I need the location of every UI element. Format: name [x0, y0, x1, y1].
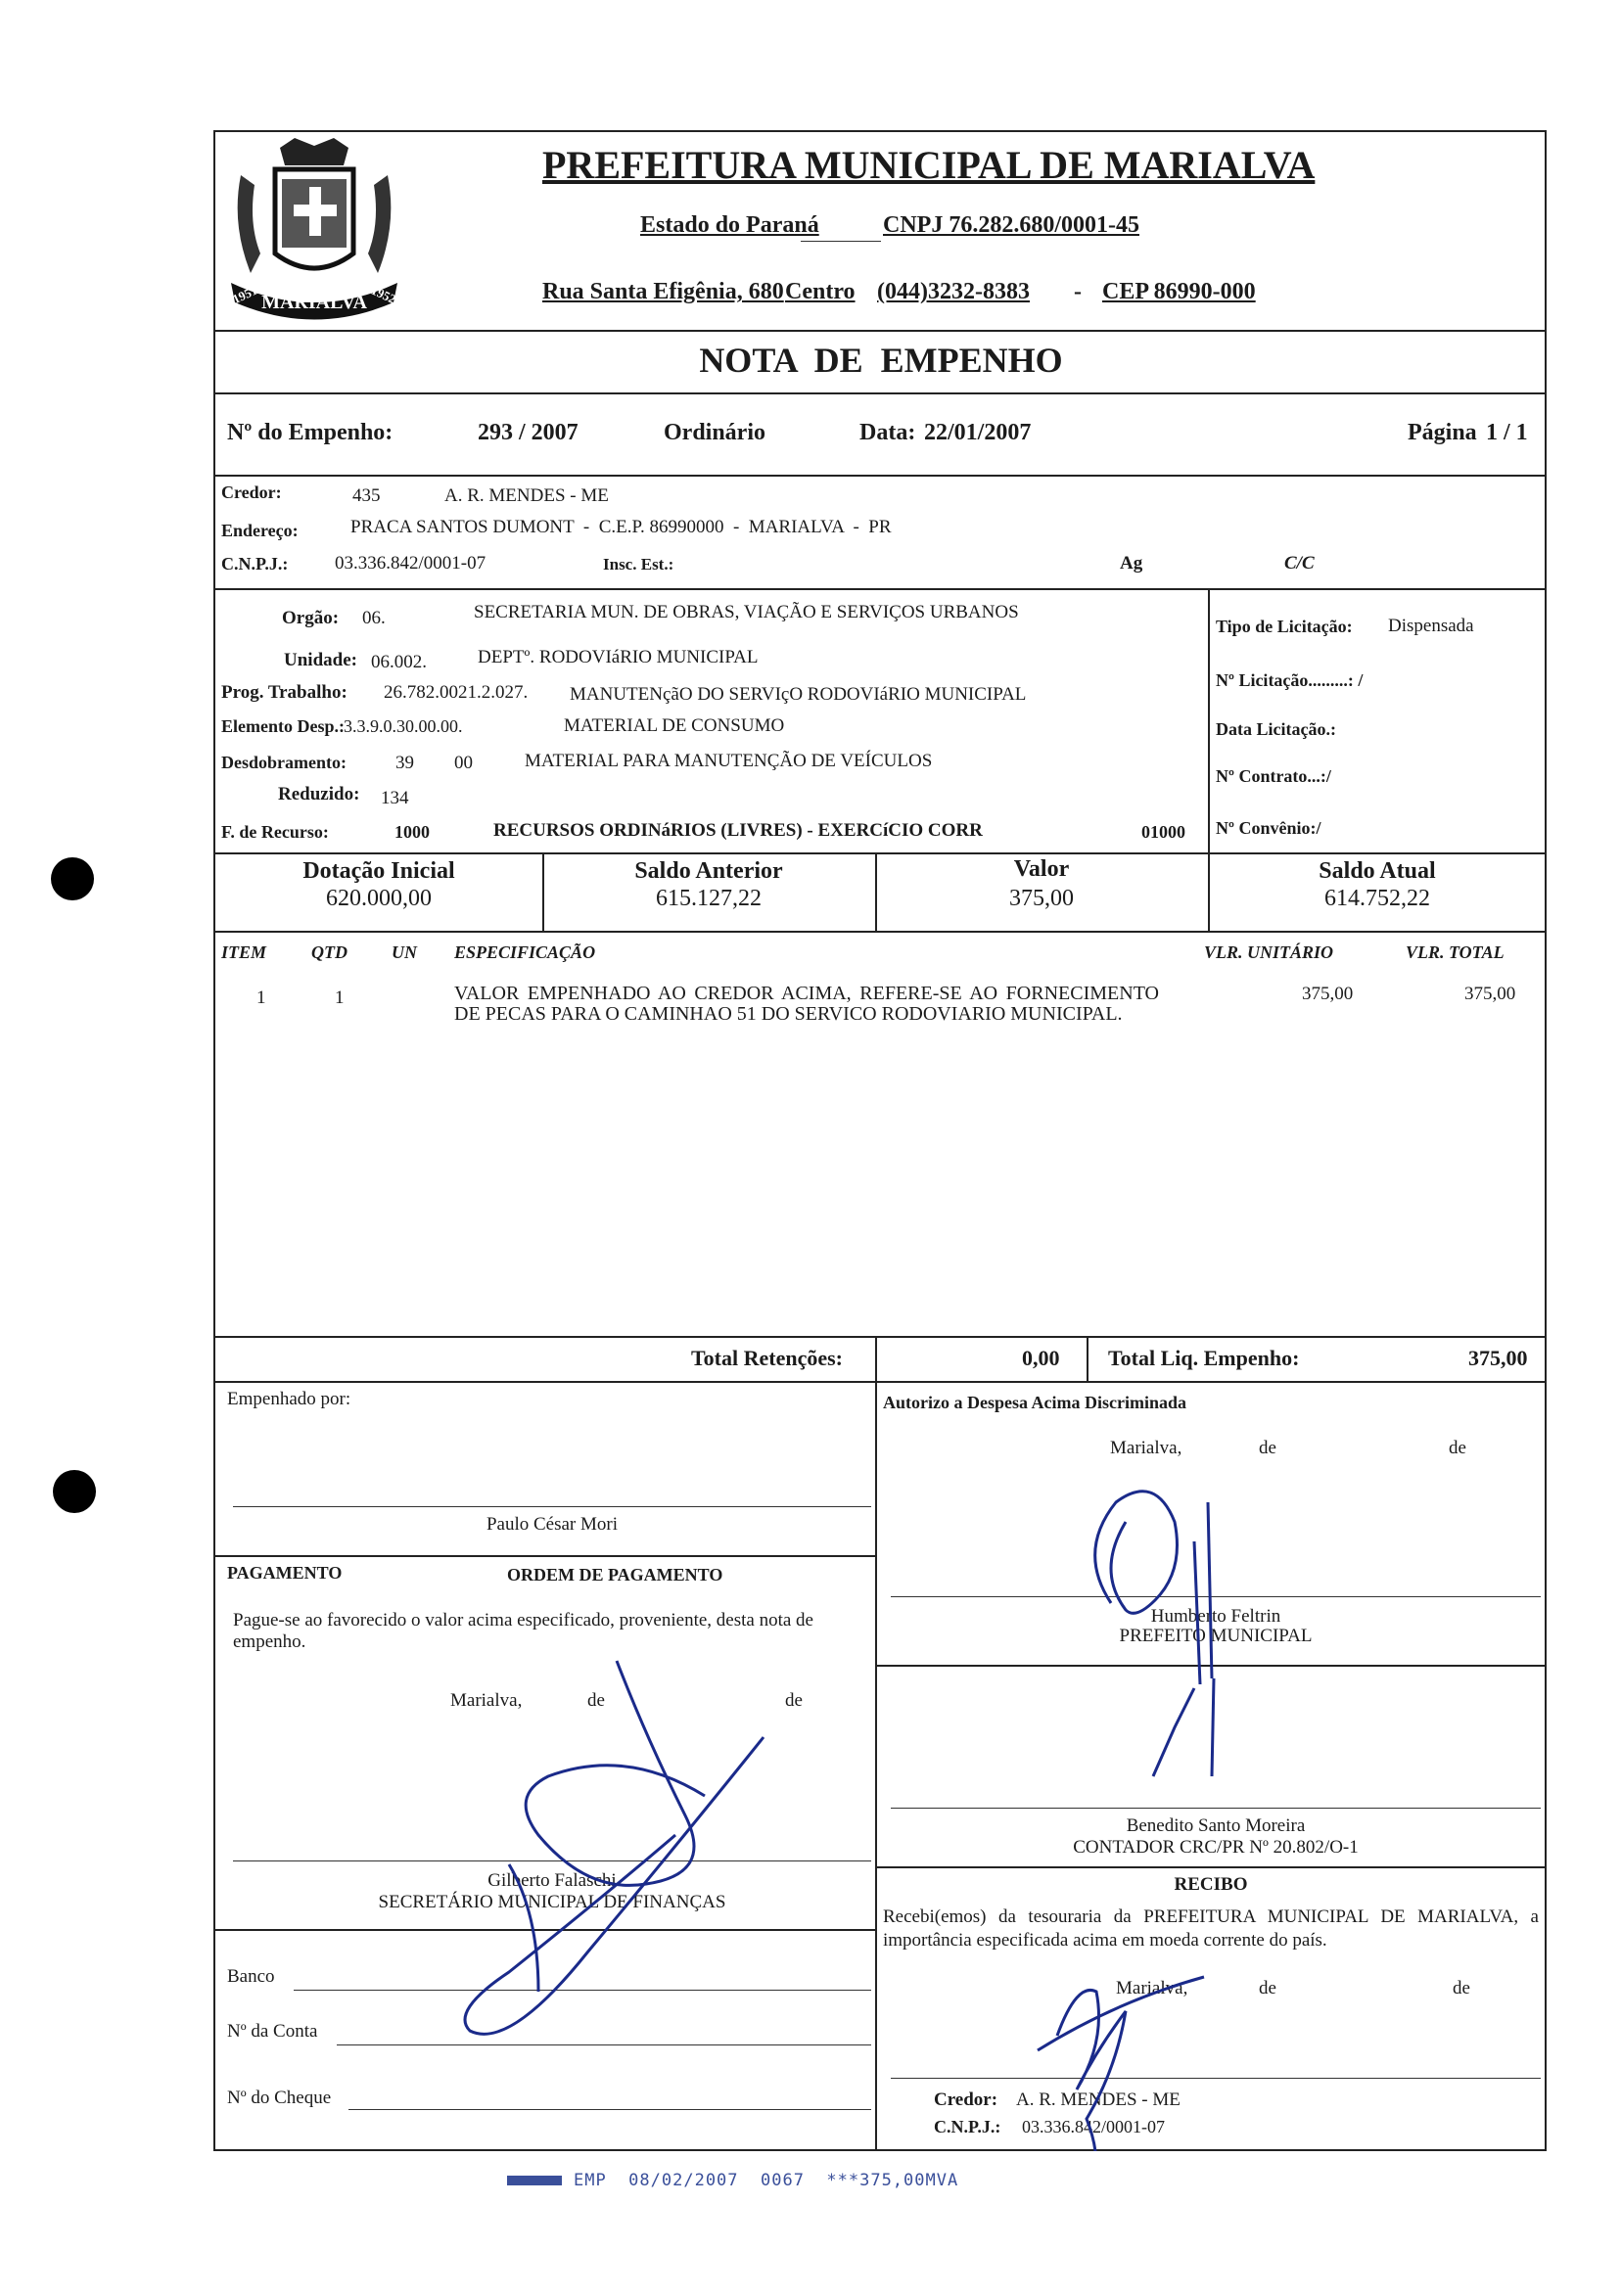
desdobramento-label: Desdobramento: — [221, 753, 347, 772]
recibo-credor-label: Credor: — [934, 2089, 998, 2110]
saldo-atual-label: Saldo Atual — [1319, 858, 1436, 884]
prog-trabalho-description: MANUTENçãO DO SERVIçO RODOVIáRIO MUNICIPAL — [570, 684, 1027, 705]
banco-label: Banco — [227, 1966, 275, 1987]
secretario-signature — [526, 1661, 705, 1885]
empenho-number: 293 / 2007 — [478, 420, 579, 445]
total-liquido-value: 375,00 — [1468, 1346, 1528, 1370]
numero-licitacao: Nº Licitação.........: / — [1216, 670, 1364, 690]
prefeito-signature — [1095, 1492, 1178, 1614]
contador-name: Benedito Santo Moreira — [1126, 1815, 1306, 1836]
tipo-licitacao-value: Dispensada — [1388, 616, 1474, 636]
col-qtd-header: QTD — [311, 942, 347, 962]
col-un-header: UN — [392, 942, 417, 962]
elemento-description: MATERIAL DE CONSUMO — [564, 715, 785, 736]
recibo-label: RECIBO — [1174, 1874, 1248, 1895]
recibo-de-1: de — [1259, 1978, 1276, 1998]
pagamento-city: Marialva, — [450, 1690, 523, 1711]
header-title: PREFEITURA MUNICIPAL DE MARIALVA — [542, 143, 1316, 187]
page-number: 1 / 1 — [1486, 420, 1528, 445]
table-row-1-qtd: 1 — [335, 987, 345, 1008]
prog-trabalho-label: Prog. Trabalho: — [221, 682, 347, 703]
prog-trabalho-code: 26.782.0021.2.027. — [384, 682, 529, 703]
unidade-description: DEPTº. RODOVIáRIO MUNICIPAL — [478, 647, 759, 667]
header-state: Estado do Paraná — [640, 212, 819, 238]
desdobramento-code-1: 39 — [395, 753, 414, 773]
recurso-description: RECURSOS ORDINáRIOS (LIVRES) - EXERCíCIO CORR — [493, 820, 983, 841]
empenho-number-label: Nº do Empenho: — [227, 420, 394, 445]
recibo-credor-name: A. R. MENDES - ME — [1016, 2089, 1181, 2110]
header-street: Rua Santa Efigênia, 680 — [542, 279, 784, 304]
table-row-1-item: 1 — [256, 987, 266, 1008]
total-retencoes-value: 0,00 — [1022, 1346, 1060, 1370]
header-phone: (044)3232-8383 — [877, 279, 1030, 304]
empenhado-por-label: Empenhado por: — [227, 1389, 351, 1409]
contador-role: CONTADOR CRC/PR Nº 20.802/O-1 — [1073, 1837, 1359, 1858]
crest-banner-text: MARIALVA — [261, 292, 367, 313]
credor-label: Credor: — [221, 482, 282, 502]
prefeito-role: PREFEITO MUNICIPAL — [1119, 1626, 1313, 1646]
ag-label: Ag — [1120, 553, 1143, 574]
cheque-label: Nº do Cheque — [227, 2088, 332, 2108]
ordem-pagamento-label: ORDEM DE PAGAMENTO — [507, 1565, 723, 1584]
desdobramento-code-2: 00 — [454, 753, 473, 773]
pagamento-label: PAGAMENTO — [227, 1563, 343, 1583]
header-district: Centro — [785, 279, 856, 304]
orgao-description: SECRETARIA MUN. DE OBRAS, VIAÇÃO E SERVIÇOS URBANOS — [474, 602, 1019, 622]
processing-stamp — [507, 2171, 958, 2190]
secretario-name: Gilberto Falaschi — [487, 1870, 617, 1891]
empenho-date: 22/01/2007 — [924, 420, 1032, 445]
credor-code: 435 — [352, 485, 381, 506]
col-item-header: ITEM — [221, 942, 267, 962]
autorizo-label: Autorizo a Despesa Acima Discriminada — [883, 1393, 1186, 1412]
valor-label: Valor — [1013, 856, 1070, 882]
col-total-header: VLR. TOTAL — [1406, 942, 1505, 962]
elemento-label: Elemento Desp.: — [221, 716, 345, 736]
recurso-label: F. de Recurso: — [221, 822, 329, 842]
empenho-date-label: Data: — [859, 420, 916, 445]
empenho-type: Ordinário — [664, 420, 766, 445]
col-spec-header: ESPECIFICAÇÃO — [454, 942, 596, 962]
saldo-atual-value: 614.752,22 — [1324, 886, 1430, 911]
total-retencoes-label: Total Retenções: — [691, 1346, 843, 1370]
cc-label: C/C — [1284, 553, 1315, 574]
address-label: Endereço: — [221, 521, 299, 540]
empenhado-name: Paulo César Mori — [486, 1514, 619, 1535]
reduzido-label: Reduzido: — [278, 784, 360, 804]
document-title: NOTA DE EMPENHO — [699, 341, 1063, 380]
unidade-label: Unidade: — [284, 650, 357, 670]
crest-right-year: 1952 — [368, 282, 398, 307]
dotacao-inicial-value: 620.000,00 — [326, 886, 432, 911]
recibo-cnpj-label: C.N.P.J.: — [934, 2117, 1001, 2136]
tipo-licitacao-label: Tipo de Licitação: — [1216, 617, 1353, 636]
dotacao-inicial-label: Dotação Inicial — [302, 858, 455, 884]
autorizo-de-1: de — [1259, 1438, 1276, 1458]
recurso-code-2: 01000 — [1141, 822, 1185, 842]
punch-hole-bottom — [53, 1470, 96, 1513]
recibo-signature — [1057, 1990, 1126, 2151]
autorizo-de-2: de — [1449, 1438, 1466, 1458]
recibo-text: Recebi(emos) da tesouraria da PREFEITURA MUNICIPAL DE MARIALVA, a importância especificada acima em moeda corrente do país. — [883, 1906, 1539, 1951]
reduzido-value: 134 — [381, 788, 409, 808]
punch-hole-top — [51, 857, 94, 900]
contador-signature — [1153, 1688, 1194, 1776]
pagamento-de-2: de — [785, 1690, 803, 1711]
crest-left-year: 1951 — [230, 282, 260, 307]
recurso-code: 1000 — [394, 822, 430, 842]
page-label: Página — [1408, 420, 1477, 445]
conta-label: Nº da Conta — [227, 2021, 318, 2042]
credor-address: PRACA SANTOS DUMONT - C.E.P. 86990000 - MARIALVA - PR — [350, 517, 892, 537]
orgao-code: 06. — [362, 608, 386, 628]
saldo-anterior-label: Saldo Anterior — [634, 858, 783, 884]
prefeito-name: Humberto Feltrin — [1150, 1606, 1281, 1627]
nota-de-empenho-form — [213, 130, 1547, 2151]
recibo-de-2: de — [1453, 1978, 1470, 1998]
elemento-code: 3.3.9.0.30.00.00. — [344, 716, 463, 736]
orgao-label: Orgão: — [282, 608, 340, 628]
credor-name: A. R. MENDES - ME — [444, 485, 609, 506]
secretario-role: SECRETÁRIO MUNICIPAL DE FINANÇAS — [378, 1892, 726, 1912]
credor-cnpj: 03.336.842/0001-07 — [335, 553, 486, 574]
numero-contrato: Nº Contrato...:/ — [1216, 766, 1331, 786]
data-licitacao: Data Licitação.: — [1216, 719, 1336, 739]
pagamento-text: Pague-se ao favorecido o valor acima especificado, proveniente, desta nota de empenho. — [233, 1610, 813, 1652]
saldo-anterior-value: 615.127,22 — [656, 886, 762, 911]
header-cep: CEP 86990-000 — [1102, 279, 1256, 304]
table-row-1-specification: VALOR EMPENHADO AO CREDOR ACIMA, REFERE-SE AO FORNECIMENTO DE PECAS PARA O CAMINHAO 51 DO SERVICO RODOVIARIO MUNICIPAL. — [454, 983, 1159, 1025]
table-row-1-unit-value: 375,00 — [1302, 984, 1354, 1004]
recibo-city: Marialva, — [1116, 1978, 1188, 1998]
autorizo-city: Marialva, — [1110, 1438, 1182, 1458]
unidade-code: 06.002. — [371, 652, 427, 672]
header-cnpj: CNPJ 76.282.680/0001-45 — [883, 212, 1139, 238]
table-row-1-total-value: 375,00 — [1464, 984, 1516, 1004]
stamp-mark-icon — [507, 2176, 562, 2185]
insc-est-label: Insc. Est.: — [603, 555, 674, 574]
valor-value: 375,00 — [1009, 886, 1074, 911]
credor-cnpj-label: C.N.P.J.: — [221, 554, 289, 574]
desdobramento-description: MATERIAL PARA MANUTENÇÃO DE VEÍCULOS — [525, 751, 933, 771]
handwritten-signatures — [215, 132, 1549, 2151]
recibo-cnpj: 03.336.842/0001-07 — [1022, 2117, 1165, 2136]
header-separator: - — [1074, 279, 1082, 304]
pagamento-de-1: de — [587, 1690, 605, 1711]
numero-convenio: Nº Convênio:/ — [1216, 818, 1321, 838]
total-liquido-label: Total Liq. Empenho: — [1108, 1346, 1300, 1370]
stamp-text: EMP 08/02/2007 0067 ***375,00MVA — [574, 2171, 959, 2190]
col-unit-header: VLR. UNITÁRIO — [1204, 942, 1334, 962]
